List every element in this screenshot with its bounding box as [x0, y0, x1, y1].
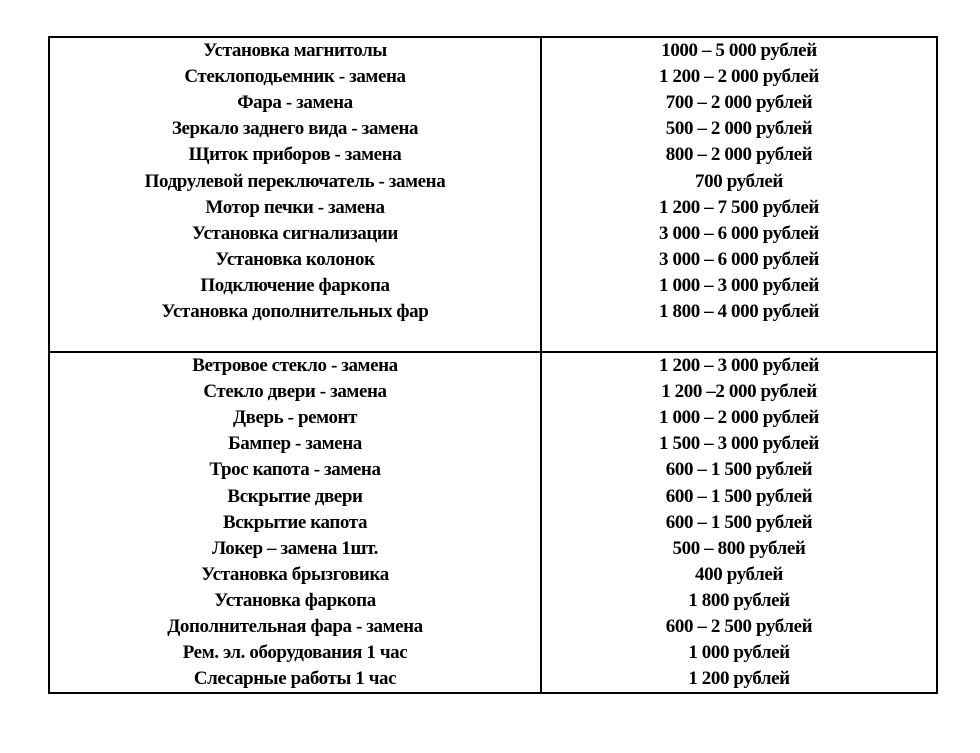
table-row: [49, 168, 937, 194]
table-row: [49, 37, 937, 64]
price-cell: 800 – 2 000 рублей: [541, 142, 937, 168]
table-row: [49, 666, 937, 693]
table-row: [49, 431, 937, 457]
table-row: [49, 247, 937, 273]
table-row: [49, 273, 937, 299]
table-row: [49, 64, 937, 90]
price-cell: [541, 325, 937, 352]
price-cell: 1 200 – 2 000 рублей: [541, 64, 937, 90]
price-cell: 1 200 –2 000 рублей: [541, 379, 937, 405]
price-cell: 1 800 рублей: [541, 588, 937, 614]
price-cell: 400 рублей: [541, 562, 937, 588]
table-row: [49, 562, 937, 588]
service-cell: Установка колонок: [49, 247, 541, 273]
price-cell: 600 – 2 500 рублей: [541, 614, 937, 640]
blank-row: [49, 325, 937, 352]
table-row: [49, 640, 937, 666]
service-cell: Подключение фаркопа: [49, 273, 541, 299]
price-cell: 1 000 рублей: [541, 640, 937, 666]
service-cell: Слесарные работы 1 час: [49, 666, 541, 693]
price-cell: 500 – 800 рублей: [541, 536, 937, 562]
service-cell: Дверь - ремонт: [49, 405, 541, 431]
price-cell: 500 – 2 000 рублей: [541, 116, 937, 142]
price-cell: 700 – 2 000 рублей: [541, 90, 937, 116]
service-cell: Мотор печки - замена: [49, 195, 541, 221]
table-row: [49, 352, 937, 379]
table-row: [49, 484, 937, 510]
table-row: [49, 405, 937, 431]
table-row: [49, 221, 937, 247]
service-cell: Стекло двери - замена: [49, 379, 541, 405]
service-cell: Установка дополнительных фар: [49, 299, 541, 325]
table-row: [49, 457, 937, 483]
price-cell: 1 000 – 3 000 рублей: [541, 273, 937, 299]
price-cell: 1 800 – 4 000 рублей: [541, 299, 937, 325]
price-cell: 1 000 – 2 000 рублей: [541, 405, 937, 431]
service-cell: Установка сигнализации: [49, 221, 541, 247]
service-cell: Установка брызговика: [49, 562, 541, 588]
service-cell: Установка фаркопа: [49, 588, 541, 614]
service-cell: Установка магнитолы: [49, 37, 541, 64]
service-cell: [49, 325, 541, 352]
service-cell: Дополнительная фара - замена: [49, 614, 541, 640]
table-row: [49, 379, 937, 405]
price-cell: 1000 – 5 000 рублей: [541, 37, 937, 64]
service-cell: Стеклоподьемник - замена: [49, 64, 541, 90]
service-cell: Бампер - замена: [49, 431, 541, 457]
service-cell: Вскрытие капота: [49, 510, 541, 536]
table-row: [49, 116, 937, 142]
table-row: [49, 299, 937, 325]
price-cell: 3 000 – 6 000 рублей: [541, 221, 937, 247]
service-cell: Локер – замена 1шт.: [49, 536, 541, 562]
service-cell: Ветровое стекло - замена: [49, 352, 541, 379]
table-row: [49, 195, 937, 221]
service-cell: Зеркало заднего вида - замена: [49, 116, 541, 142]
service-cell: Вскрытие двери: [49, 484, 541, 510]
table-row: [49, 142, 937, 168]
table-row: [49, 588, 937, 614]
service-cell: Щиток приборов - замена: [49, 142, 541, 168]
table-row: [49, 510, 937, 536]
price-cell: 600 – 1 500 рублей: [541, 484, 937, 510]
price-cell: 1 200 – 7 500 рублей: [541, 195, 937, 221]
price-cell: 1 200 – 3 000 рублей: [541, 352, 937, 379]
price-cell: 1 200 рублей: [541, 666, 937, 693]
service-cell: Фара - замена: [49, 90, 541, 116]
price-cell: 700 рублей: [541, 168, 937, 194]
service-cell: Рем. эл. оборудования 1 час: [49, 640, 541, 666]
price-cell: 3 000 – 6 000 рублей: [541, 247, 937, 273]
price-list-table: [48, 36, 938, 694]
table-row: [49, 536, 937, 562]
table-row: [49, 614, 937, 640]
table-row: [49, 90, 937, 116]
price-cell: 1 500 – 3 000 рублей: [541, 431, 937, 457]
price-cell: 600 – 1 500 рублей: [541, 457, 937, 483]
service-cell: Подрулевой переключатель - замена: [49, 168, 541, 194]
service-cell: Трос капота - замена: [49, 457, 541, 483]
price-cell: 600 – 1 500 рублей: [541, 510, 937, 536]
